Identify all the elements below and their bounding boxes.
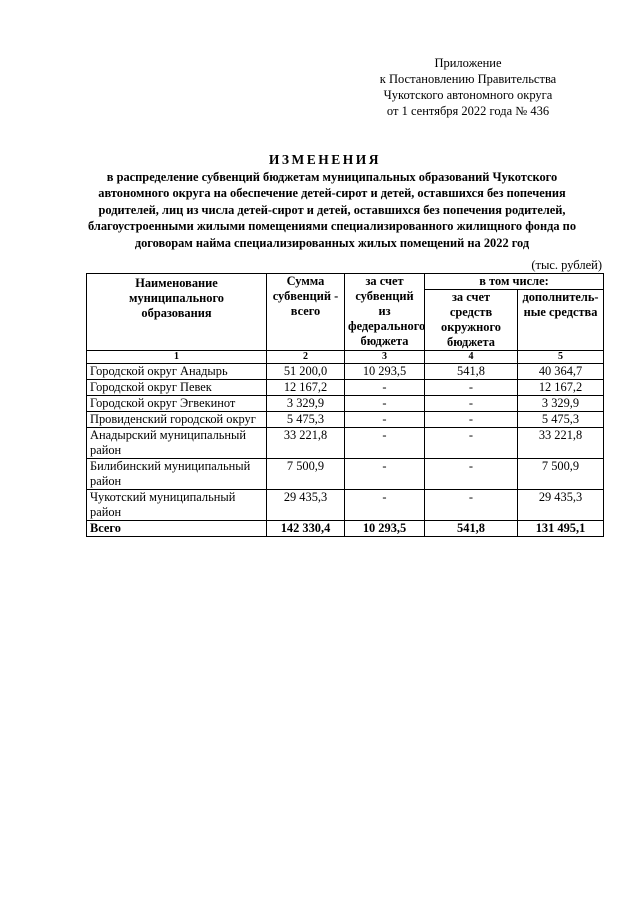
header-federal: за счет субвенций из федерального бюджета	[345, 274, 425, 351]
table-row	[87, 364, 604, 380]
cell-additional: 131 495,1	[518, 521, 604, 537]
cell-district: -	[425, 396, 518, 412]
cell-additional: 12 167,2	[518, 380, 604, 396]
cell-federal: -	[345, 428, 425, 459]
total-row	[87, 521, 604, 537]
cell-name: Провиденский городской округ	[87, 412, 267, 428]
cell-federal: 10 293,5	[345, 521, 425, 537]
cell-district: -	[425, 428, 518, 459]
cell-federal: -	[345, 412, 425, 428]
column-number: 5	[518, 351, 604, 364]
subsidy-table	[86, 273, 604, 537]
cell-additional: 40 364,7	[518, 364, 604, 380]
cell-total: 7 500,9	[267, 459, 345, 490]
cell-additional: 29 435,3	[518, 490, 604, 521]
cell-total: 5 475,3	[267, 412, 345, 428]
appendix-line: Приложение	[434, 56, 502, 70]
header-including: в том числе:	[425, 274, 604, 290]
cell-federal: 10 293,5	[345, 364, 425, 380]
cell-additional: 7 500,9	[518, 459, 604, 490]
header-district: за счет средств окружного бюджета	[425, 290, 518, 351]
cell-name: Городской округ Анадырь	[87, 364, 267, 380]
cell-federal: -	[345, 380, 425, 396]
subtitle-line: в распределение субвенций бюджетам муниципальных образований Чукотского	[106, 170, 558, 184]
cell-name: Городской округ Эгвекинот	[87, 396, 267, 412]
table-row	[87, 380, 604, 396]
column-number: 3	[345, 351, 425, 364]
cell-district: -	[425, 412, 518, 428]
cell-federal: -	[345, 459, 425, 490]
cell-total: 12 167,2	[267, 380, 345, 396]
cell-federal: -	[345, 396, 425, 412]
document-subtitle	[62, 169, 602, 251]
cell-total: 33 221,8	[267, 428, 345, 459]
cell-additional: 33 221,8	[518, 428, 604, 459]
column-numbers-row	[87, 351, 604, 364]
cell-name: Чукотский муниципальный район	[87, 490, 267, 521]
appendix-line: Чукотского автономного округа	[383, 88, 553, 102]
header-additional: дополнитель-ные средства	[518, 290, 604, 351]
cell-district: -	[425, 459, 518, 490]
appendix-block	[348, 55, 588, 119]
cell-total: 3 329,9	[267, 396, 345, 412]
column-number: 1	[87, 351, 267, 364]
subtitle-line: автономного округа на обеспечение детей-сирот и детей, оставшихся без попечения	[98, 186, 566, 201]
cell-name: Городской округ Певек	[87, 380, 267, 396]
appendix-line: к Постановлению Правительства	[379, 72, 557, 86]
table-row	[87, 396, 604, 412]
table-row	[87, 490, 604, 521]
subtitle-line: договорам найма специализированных жилых помещений на 2022 год	[134, 235, 530, 250]
column-number: 4	[425, 351, 518, 364]
cell-federal: -	[345, 490, 425, 521]
cell-name: Всего	[87, 521, 267, 537]
units-label: (тыс. рублей)	[531, 258, 602, 272]
column-number: 2	[267, 351, 345, 364]
cell-additional: 5 475,3	[518, 412, 604, 428]
cell-total: 142 330,4	[267, 521, 345, 537]
subtitle-line: родителей, лиц из числа детей-сирот и детей, оставшихся без попечения родителей,	[98, 202, 566, 217]
cell-additional: 3 329,9	[518, 396, 604, 412]
cell-district: -	[425, 380, 518, 396]
appendix-line: от 1 сентября 2022 года № 436	[386, 104, 550, 118]
document-title: ИЗМЕНЕНИЯ	[268, 152, 382, 167]
cell-name: Анадырский муниципальный район	[87, 428, 267, 459]
table-row	[87, 428, 604, 459]
table-row	[87, 412, 604, 428]
cell-total: 29 435,3	[267, 490, 345, 521]
subtitle-line: благоустроенными жилыми помещениями специализированного жилищного фонда по	[87, 219, 577, 234]
cell-district: 541,8	[425, 521, 518, 537]
cell-district: -	[425, 490, 518, 521]
header-total: Сумма субвенций - всего	[267, 274, 345, 351]
table-row	[87, 459, 604, 490]
cell-total: 51 200,0	[267, 364, 345, 380]
cell-district: 541,8	[425, 364, 518, 380]
header-name: Наименование муниципального образования	[87, 274, 267, 351]
cell-name: Билибинский муниципальный район	[87, 459, 267, 490]
